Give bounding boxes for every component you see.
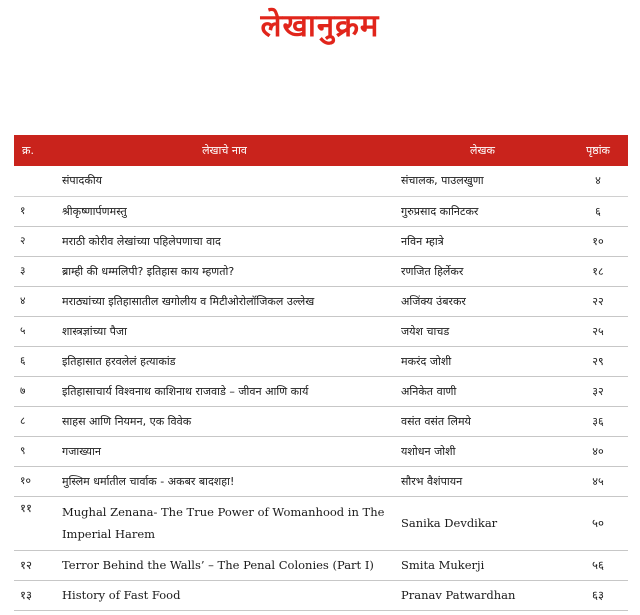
table-row	[14, 256, 628, 286]
table-row	[14, 376, 628, 406]
table-row	[14, 466, 628, 496]
row-number: ९	[14, 436, 52, 466]
table-row	[14, 550, 628, 580]
page-number: ५०	[568, 496, 628, 550]
table-row	[14, 166, 628, 196]
article-title: मराठी कोरीव लेखांच्या पहिलेपणाचा वाद	[52, 226, 397, 256]
page-number: ३६	[568, 406, 628, 436]
row-number: ७	[14, 376, 52, 406]
article-author: सौरभ वैशंपायन	[397, 466, 568, 496]
row-number: ४	[14, 286, 52, 316]
row-number: १२	[14, 550, 52, 580]
article-author: गुरुप्रसाद कानिटकर	[397, 196, 568, 226]
table-row	[14, 286, 628, 316]
article-title: इतिहासात हरवलेलं हत्याकांड	[52, 346, 397, 376]
page-number: ६३	[568, 580, 628, 610]
article-title: शास्त्रज्ञांच्या पैजा	[52, 316, 397, 346]
page-number: २९	[568, 346, 628, 376]
header-number: क्र.	[22, 144, 34, 157]
article-author: जयेश चाचड	[397, 316, 568, 346]
article-author: संचालक, पाउलखुणा	[397, 166, 568, 196]
article-title: मराठ्यांच्या इतिहासातील खगोलीय व मिटीओरोलॉजिकल उल्लेख	[52, 286, 397, 316]
page-title: लेखानुक्रम	[260, 8, 380, 44]
article-title: संपादकीय	[52, 166, 397, 196]
article-title: Mughal Zenana- The True Power of Womanhood in The Imperial Harem	[52, 496, 397, 550]
header-author: लेखक	[470, 144, 495, 157]
article-author: नविन म्हात्रे	[397, 226, 568, 256]
article-title: साहस आणि नियमन, एक विवेक	[52, 406, 397, 436]
article-author: मकरंद जोशी	[397, 346, 568, 376]
article-title: Terror Behind the Walls’ – The Penal Colonies (Part I)	[52, 550, 397, 580]
page-number: १०	[568, 226, 628, 256]
article-author: Sanika Devdikar	[397, 496, 568, 550]
row-number: १०	[14, 466, 52, 496]
row-number: १३	[14, 580, 52, 610]
row-number	[14, 166, 52, 196]
row-number: ३	[14, 256, 52, 286]
row-number: ८	[14, 406, 52, 436]
header-page: पृष्ठांक	[585, 144, 611, 157]
page-number: ४५	[568, 466, 628, 496]
article-author: अजिंक्य उंबरकर	[397, 286, 568, 316]
article-title: श्रीकृष्णार्पणमस्तु	[52, 196, 397, 226]
page-number: ४	[568, 166, 628, 196]
row-number: १	[14, 196, 52, 226]
table-row	[14, 316, 628, 346]
page-number: ५६	[568, 550, 628, 580]
article-title: मुस्लिम धर्मातील चार्वाक - अकबर बादशहा!	[52, 466, 397, 496]
table-row	[14, 436, 628, 466]
article-author: रणजित हिर्लेकर	[397, 256, 568, 286]
row-number: ६	[14, 346, 52, 376]
article-author: अनिकेत वाणी	[397, 376, 568, 406]
article-author: वसंत वसंत लिमये	[397, 406, 568, 436]
page-number: ३२	[568, 376, 628, 406]
page-number: ६	[568, 196, 628, 226]
article-title: गजाख्यान	[52, 436, 397, 466]
article-title: History of Fast Food	[52, 580, 397, 610]
page-number: २२	[568, 286, 628, 316]
row-number: ५	[14, 316, 52, 346]
page-number: ४०	[568, 436, 628, 466]
table-row	[14, 496, 628, 550]
table-row	[14, 226, 628, 256]
table-row	[14, 580, 628, 610]
article-title: इतिहासाचार्य विश्वनाथ काशिनाथ राजवाडे – जीवन आणि कार्य	[52, 376, 397, 406]
page-number: १८	[568, 256, 628, 286]
row-number: २	[14, 226, 52, 256]
article-title: ब्राम्ही की धम्मलिपी? इतिहास काय म्हणतो?	[52, 256, 397, 286]
contents-table-header	[14, 135, 628, 166]
article-author: Pranav Patwardhan	[397, 580, 568, 610]
table-row	[14, 346, 628, 376]
page-number: २५	[568, 316, 628, 346]
table-row	[14, 406, 628, 436]
contents-table	[14, 135, 628, 611]
article-author: यशोधन जोशी	[397, 436, 568, 466]
header-article-title: लेखाचे नाव	[202, 144, 247, 157]
table-row	[14, 196, 628, 226]
article-author: Smita Mukerji	[397, 550, 568, 580]
row-number: ११	[14, 496, 52, 550]
